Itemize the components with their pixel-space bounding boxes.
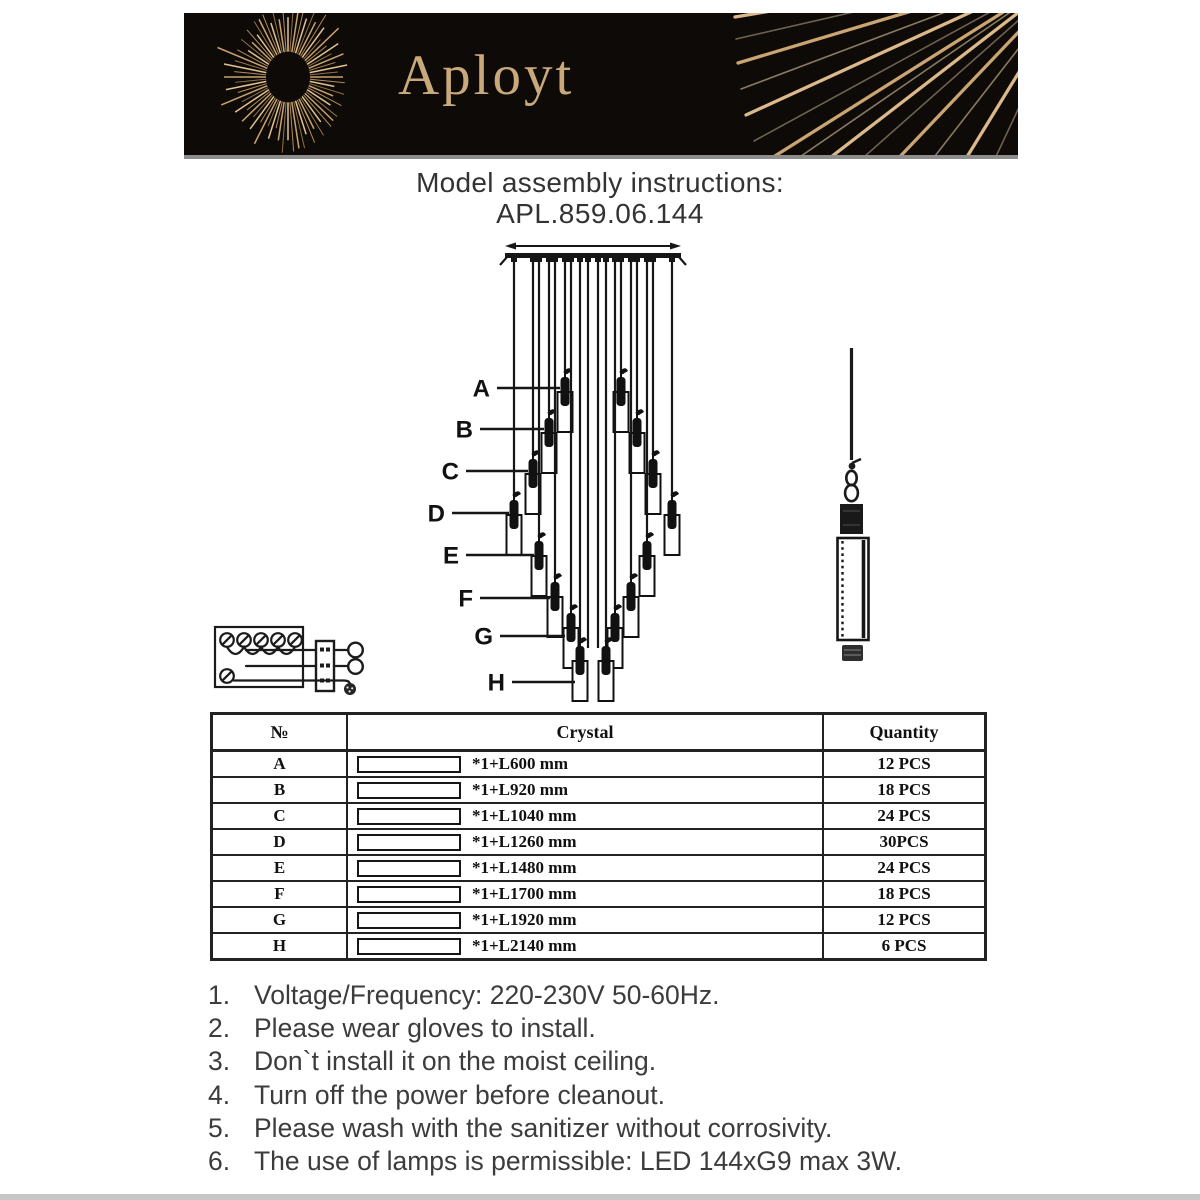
table-row (212, 907, 986, 933)
part-letter: H (212, 933, 348, 960)
instruction-item (208, 1145, 902, 1178)
instruction-text: Don`t install it on the moist ceiling. (254, 1046, 657, 1077)
instruction-number: 6. (208, 1146, 231, 1177)
instructions-list (208, 979, 902, 1178)
instruction-number: 2. (208, 1013, 231, 1044)
instruction-text: Please wear gloves to install. (254, 1013, 596, 1044)
part-letter: D (212, 829, 348, 855)
instruction-item (208, 1079, 902, 1112)
table-row (212, 933, 986, 960)
banner-art (184, 13, 1018, 155)
crystal-icon (357, 860, 461, 877)
connector-block (316, 641, 334, 691)
wire-ring (348, 659, 363, 674)
instruction-number: 5. (208, 1112, 231, 1143)
chandelier-figure (428, 243, 686, 702)
instruction-text: Turn off the power before cleanout. (254, 1079, 666, 1110)
brand-logo-text: Aployt (398, 44, 575, 107)
col-header-quantity: Quantity (823, 714, 986, 751)
part-letter: F (212, 881, 348, 907)
instruction-number: 4. (208, 1079, 231, 1110)
crystal-icon (357, 938, 461, 955)
part-letter: G (212, 907, 348, 933)
parts-table (210, 712, 987, 961)
part-crystal: *1+L920 mm (472, 780, 569, 800)
diagram-label: H (487, 669, 505, 697)
diagram-label: B (455, 416, 473, 444)
instruction-text: Please wash with the sanitizer without corrosivity. (254, 1112, 833, 1143)
part-quantity: 30PCS (823, 829, 986, 855)
bulb-cap (842, 645, 863, 661)
diagram-label: E (442, 542, 459, 570)
terminal-screws (220, 633, 302, 683)
part-letter: A (212, 751, 348, 778)
part-crystal: *1+L1480 mm (472, 858, 577, 878)
header-banner (184, 13, 1018, 159)
table-row (212, 829, 986, 855)
table-row (212, 777, 986, 803)
model-number: APL.859.06.144 (496, 198, 704, 229)
diagram-label: F (458, 585, 473, 613)
col-header-crystal: Crystal (347, 714, 823, 751)
part-letter: C (212, 803, 348, 829)
wiring-diagram (215, 627, 363, 695)
part-letter: B (212, 777, 348, 803)
part-crystal: *1+L1700 mm (472, 884, 577, 904)
diagram-label: G (474, 623, 493, 651)
instruction-text: The use of lamps is permissible: LED 144xG9 max 3W. (254, 1146, 903, 1177)
part-crystal: *1+L2140 mm (472, 936, 577, 956)
ground-wire-end (344, 683, 356, 695)
diagram-label: C (441, 458, 459, 486)
diagram-label: D (427, 500, 445, 528)
instruction-number: 1. (208, 980, 231, 1011)
crystal-icon (357, 834, 461, 851)
instruction-item (208, 1012, 902, 1045)
crystal-icon (357, 756, 461, 773)
part-quantity: 24 PCS (823, 855, 986, 881)
strand-detail-figure (838, 348, 869, 661)
part-crystal: *1+L1920 mm (472, 910, 577, 930)
crystal-icon (357, 886, 461, 903)
instruction-text: Voltage/Frequency: 220-230V 50-60Hz. (254, 980, 720, 1011)
part-quantity: 24 PCS (823, 803, 986, 829)
diagram-label: A (472, 375, 490, 403)
photo-edge-strip (0, 1194, 1200, 1200)
lamp-socket (840, 504, 863, 534)
col-header-no: № (212, 714, 348, 751)
part-crystal: *1+L1260 mm (472, 832, 577, 852)
table-row (212, 855, 986, 881)
crystal-icon (357, 808, 461, 825)
crystal-icon (357, 782, 461, 799)
part-crystal: *1+L1040 mm (472, 806, 577, 826)
part-quantity: 12 PCS (823, 751, 986, 778)
table-header-row (212, 714, 986, 751)
crystal-icon (357, 912, 461, 929)
part-quantity: 18 PCS (823, 777, 986, 803)
instruction-item (208, 979, 902, 1012)
wire-ring (348, 643, 363, 658)
part-quantity: 18 PCS (823, 881, 986, 907)
table-row (212, 881, 986, 907)
part-crystal: *1+L600 mm (472, 754, 569, 774)
part-letter: E (212, 855, 348, 881)
instruction-item (208, 1112, 902, 1145)
sunburst-logo-icon (218, 13, 348, 153)
instruction-number: 3. (208, 1046, 231, 1077)
assembly-diagram (195, 238, 1005, 710)
instruction-item (208, 1045, 902, 1078)
part-quantity: 12 PCS (823, 907, 986, 933)
table-row (212, 803, 986, 829)
corner-rays-decoration (735, 13, 1018, 155)
table-row (212, 751, 986, 778)
part-quantity: 6 PCS (823, 933, 986, 960)
doc-title: Model assembly instructions: (416, 167, 784, 198)
